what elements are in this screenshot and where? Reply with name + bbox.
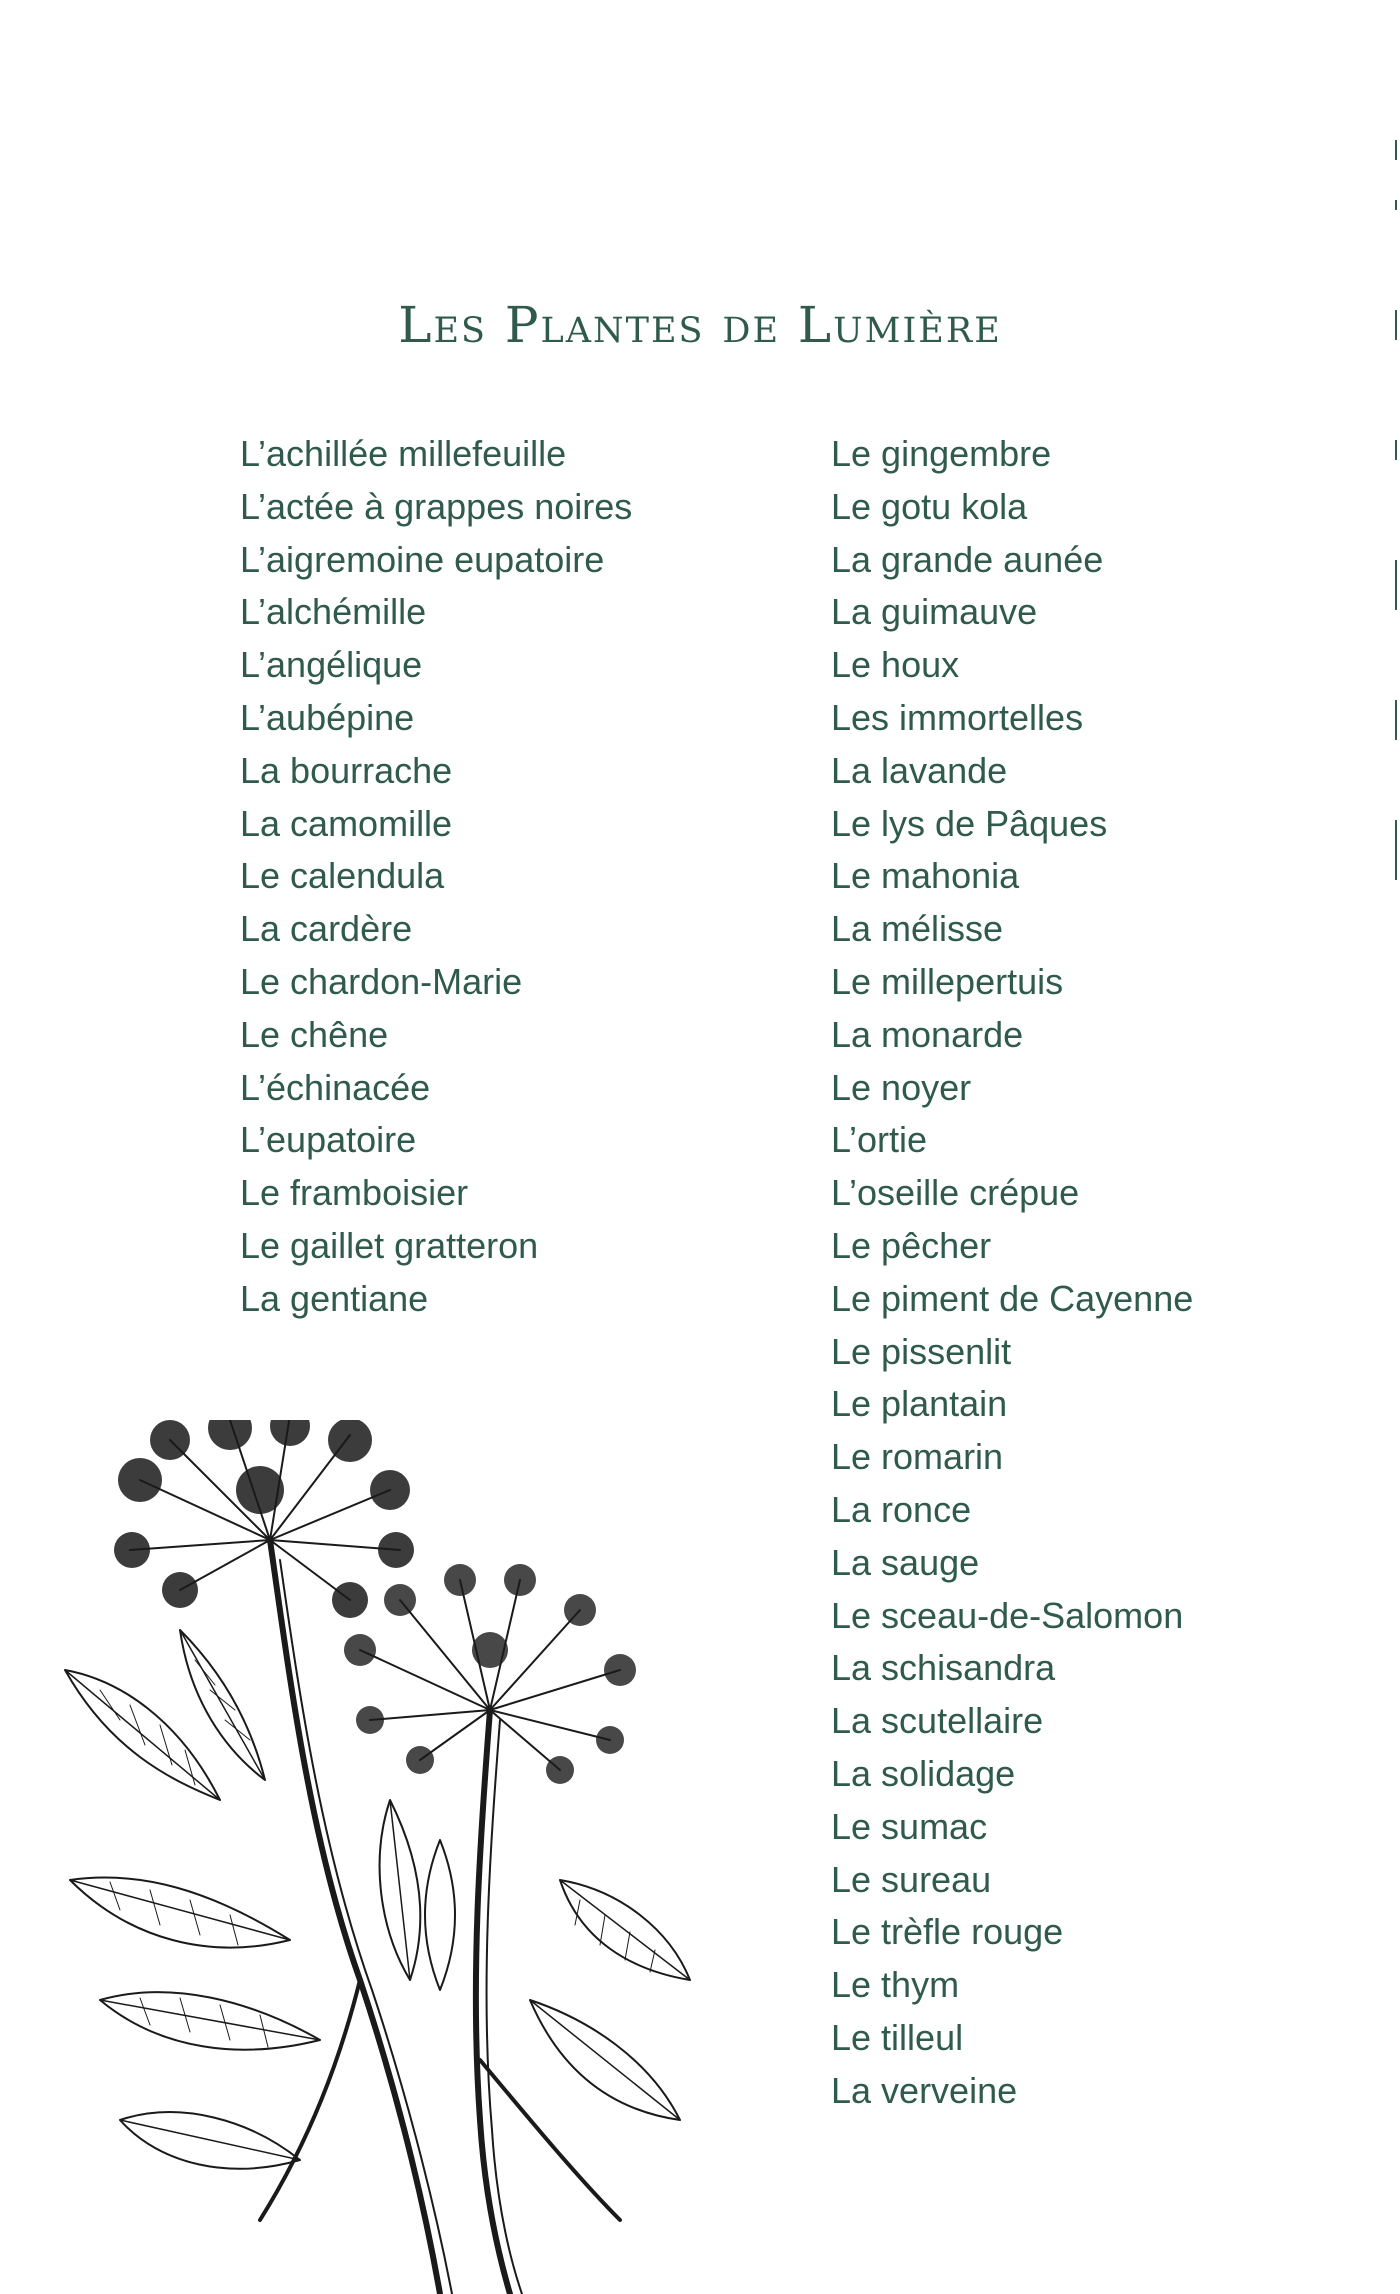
- page-title: Les Plantes de Lumière: [398, 296, 1002, 354]
- right-plant-item: La scutellaire: [831, 1700, 1044, 1742]
- left-plant-item: L’aubépine: [240, 696, 415, 738]
- right-plant-item: La monarde: [831, 1013, 1024, 1055]
- right-plant-item: Le houx: [831, 644, 960, 686]
- left-plant-item: La cardère: [240, 908, 413, 950]
- right-plant-item: Le noyer: [831, 1066, 972, 1108]
- left-plant-item: La camomille: [240, 802, 453, 844]
- right-plant-item: La solidage: [831, 1752, 1016, 1794]
- right-plant-item: Le romarin: [831, 1436, 1004, 1478]
- left-plant-item: Le chêne: [240, 1013, 389, 1055]
- plant-list-right: [831, 428, 1193, 2118]
- right-plant-item: La sauge: [831, 1541, 980, 1583]
- left-plant-item: L’angélique: [240, 644, 423, 686]
- right-plant-item: Le thym: [831, 1964, 960, 2006]
- right-plant-item: Le gingembre: [831, 433, 1052, 474]
- left-plant-item: La bourrache: [240, 749, 453, 791]
- right-plant-item: Les immortelles: [831, 696, 1084, 738]
- right-plant-item: Le trèfle rouge: [831, 1911, 1064, 1953]
- page-edge-marks: [1392, 140, 1400, 880]
- left-plant-item: L’achillée millefeuille: [240, 433, 567, 474]
- left-plant-item: Le framboisier: [240, 1172, 469, 1214]
- right-plant-item: Le pissenlit: [831, 1330, 1012, 1372]
- left-plant-item: L’eupatoire: [240, 1119, 417, 1161]
- left-plant-item: L’alchémille: [240, 591, 427, 633]
- right-plant-item: L’oseille crépue: [831, 1172, 1080, 1214]
- right-plant-item: Le sceau-de-Salomon: [831, 1594, 1184, 1636]
- right-plant-item: La guimauve: [831, 591, 1038, 633]
- right-plant-item: Le piment de Cayenne: [831, 1277, 1194, 1319]
- right-plant-item: La verveine: [831, 2069, 1018, 2111]
- right-plant-item: Le lys de Pâques: [831, 802, 1108, 844]
- left-plant-item: L’aigremoine eupatoire: [240, 538, 605, 580]
- right-plant-item: Le mahonia: [831, 855, 1020, 897]
- left-plant-item: L’échinacée: [240, 1066, 431, 1108]
- right-plant-item: La lavande: [831, 749, 1008, 791]
- right-plant-item: La grande aunée: [831, 538, 1104, 580]
- right-plant-item: Le pêcher: [831, 1224, 992, 1266]
- right-plant-item: Le gotu kola: [831, 485, 1028, 527]
- left-plant-item: L’actée à grappes noires: [240, 485, 633, 527]
- plant-list-left: [240, 428, 632, 1326]
- left-plant-item: Le gaillet gratteron: [240, 1224, 539, 1266]
- right-plant-item: La ronce: [831, 1488, 972, 1530]
- right-plant-item: Le plantain: [831, 1383, 1008, 1425]
- right-plant-item: Le millepertuis: [831, 960, 1064, 1002]
- right-plant-item: Le sumac: [831, 1805, 988, 1847]
- right-plant-item: Le sureau: [831, 1858, 992, 1900]
- right-plant-item: Le tilleul: [831, 2016, 964, 2058]
- left-plant-item: Le chardon-Marie: [240, 960, 523, 1002]
- right-plant-item: L’ortie: [831, 1119, 928, 1161]
- angelica-botanical-illustration: [60, 1420, 700, 2294]
- right-plant-item: La schisandra: [831, 1647, 1056, 1689]
- left-plant-item: La gentiane: [240, 1277, 429, 1319]
- right-plant-item: La mélisse: [831, 908, 1004, 950]
- left-plant-item: Le calendula: [240, 855, 445, 897]
